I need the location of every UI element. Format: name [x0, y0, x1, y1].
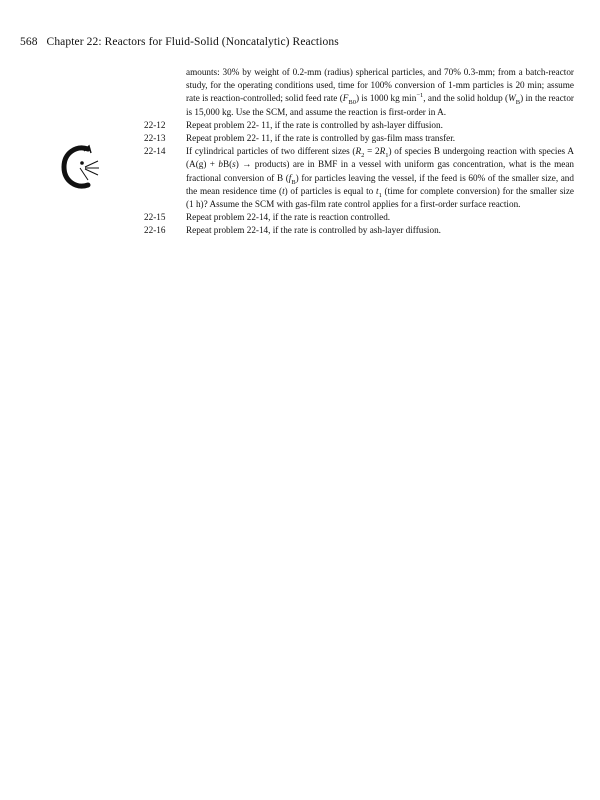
symbol-R: R: [379, 146, 386, 157]
subscript-2: 2: [361, 152, 365, 160]
problem-text-segment: B(: [222, 159, 233, 170]
problem-22-13: [144, 132, 574, 145]
subscript-1: 1: [385, 152, 389, 160]
symbol-t: t: [282, 185, 285, 196]
symbol-b: b: [218, 159, 223, 170]
problem-22-15: [144, 211, 574, 224]
symbol-R: R: [355, 146, 362, 157]
problem-22-14: [144, 145, 574, 211]
symbol-f: f: [288, 172, 292, 183]
continuation-text: amounts: 30% by weight of 0.2-mm (radius) spherical particles, and 70% 0.3-mm; from a batch-reactor study, for the operating conditions used, time for 100% conversion of 1-mm particles is 20 min; assume rate is reaction-controlled; solid feed rate (: [186, 67, 574, 104]
continuation-text: ) in the reactor is 15,000 kg. Use the SCM, and assume the reaction is first-order in A.: [186, 93, 574, 117]
symbol-W: W: [508, 93, 516, 104]
superscript-minus-one: −1: [416, 92, 424, 100]
problem-text-segment: If cylindrical particles of two different sizes (: [186, 146, 356, 157]
equals-sign: = 2: [364, 146, 380, 157]
problem-number: 22-13: [144, 133, 166, 144]
problem-text-22-13: Repeat problem 22- 11, if the rate is controlled by gas-film mass transfer.: [186, 133, 456, 144]
symbol-F: F: [342, 93, 349, 104]
problem-number: 22-12: [144, 119, 166, 130]
problem-text-22-12: Repeat problem 22- 11, if the rate is controlled by ash-layer diffusion.: [186, 119, 443, 130]
running-head: [20, 36, 339, 48]
page-number: 568: [20, 36, 38, 48]
problem-number: 22-16: [144, 225, 166, 236]
subscript-B0: B0: [348, 99, 356, 107]
problem-number: 22-14: [144, 146, 166, 157]
subscript-B: B: [291, 178, 296, 186]
problem-text-segment: (time for complete conversion) for the smaller size (1 h)? Assume the SCM with gas-film rate control applies for a first-order surface reaction.: [186, 185, 574, 210]
cat-face-logo: [58, 143, 106, 191]
problem-22-11-continuation: [150, 66, 574, 119]
problem-22-16: [144, 224, 574, 237]
problem-text-22-16: Repeat problem 22-14, if the rate is controlled by ash-layer diffusion.: [186, 225, 441, 236]
symbol-s: s: [232, 159, 236, 170]
problem-text-segment: ) for particles leaving the vessel, if the feed is 60% of the smaller size, and the mean residence time (: [186, 172, 574, 196]
problem-number: 22-15: [144, 212, 166, 223]
symbol-t: t: [376, 185, 379, 196]
continuation-text: ) is 1000 kg min: [356, 93, 417, 104]
problem-text-22-15: Repeat problem 22-14, if the rate is reaction controlled.: [186, 212, 391, 223]
subscript-B: B: [515, 99, 521, 107]
subscript-1: 1: [378, 191, 382, 199]
problem-text-segment: ) → products) are in BMF in a vessel with uniform gas concentration, what is the mean fractional conversion of B (: [186, 159, 574, 183]
problem-22-12: [144, 119, 574, 132]
continuation-text: , and the solid holdup (: [423, 93, 509, 104]
problem-text-segment: ) of species B undergoing reaction with species A (A(g) +: [186, 146, 574, 170]
problem-text: [144, 66, 574, 238]
chapter-title: Chapter 22: Reactors for Fluid-Solid (Noncatalytic) Reactions: [46, 36, 339, 48]
problem-text-segment: ) of particles is equal to: [284, 185, 376, 196]
